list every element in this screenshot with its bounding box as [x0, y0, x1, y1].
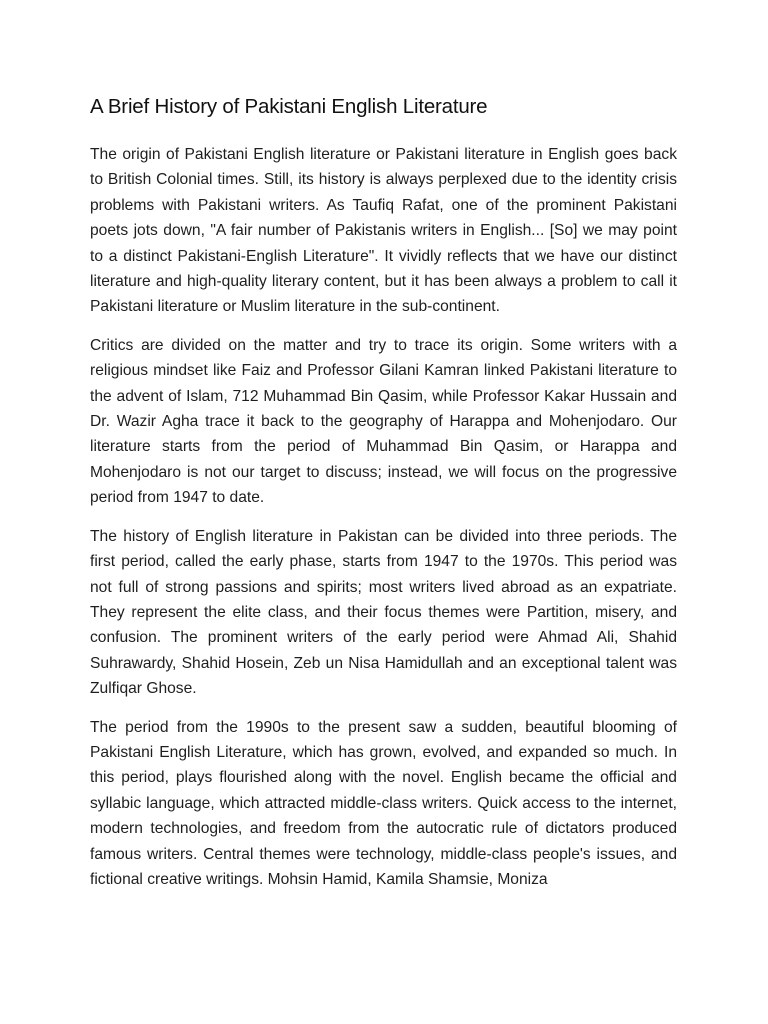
paragraph-1990s-period: The period from the 1990s to the present saw a sudden, beautiful blooming of Pakistani English Literature, which has grown, evolved, and expanded so much. In this period, plays flourished along with the novel. English became the official and syllabic language, which attracted middle-class writers. Quick access to the internet, modern technologies, and freedom from the autocratic rule of dictators produced famous writers. Central themes were technology, middle-class people's issues, and fictional creative writings. Mohsin Hamid, Kamila Shamsie, Moniza — [90, 718, 677, 888]
document-page — [90, 92, 677, 905]
paragraph-critics: Critics are divided on the matter and try to trace its origin. Some writers with a religious mindset like Faiz and Professor Gilani Kamran linked Pakistani literature to the advent of Islam, 712 Muhammad Bin Qasim, while Professor Kakar Hussain and Dr. Wazir Agha trace it back to the geography of Harappa and Mohenjodaro. Our literature starts from the period of Muhammad Bin Qasim, or Harappa and Mohenjodaro is not our target to discuss; instead, we will focus on the progressive period from 1947 to date. — [90, 336, 677, 507]
document-title: A Brief History of Pakistani English Literature — [90, 95, 488, 118]
paragraph-origin: The origin of Pakistani English literature or Pakistani literature in English goes back to British Colonial times. Still, its history is always perplexed due to the identity crisis problems with Pakistani writers. As Taufiq Rafat, one of the prominent Pakistani poets jots down, "A fair number of Pakistanis writers in English... [So] we may point to a distinct Pakistani-English Literature". It vividly reflects that we have our distinct literature and high-quality literary content, but it has been always a problem to call it Pakistani literature or Muslim literature in the sub-continent. — [90, 146, 677, 316]
paragraph-three-periods: The history of English literature in Pakistan can be divided into three periods. The first period, called the early phase, starts from 1947 to the 1970s. This period was not full of strong passions and spirits; most writers lived abroad as an expatriate. They represent the elite class, and their focus themes were Partition, misery, and confusion. The prominent writers of the early period were Ahmad Ali, Shahid Suhrawardy, Shahid Hosein, Zeb un Nisa Hamidullah and an exceptional talent was Zulfiqar Ghose. — [90, 527, 677, 698]
